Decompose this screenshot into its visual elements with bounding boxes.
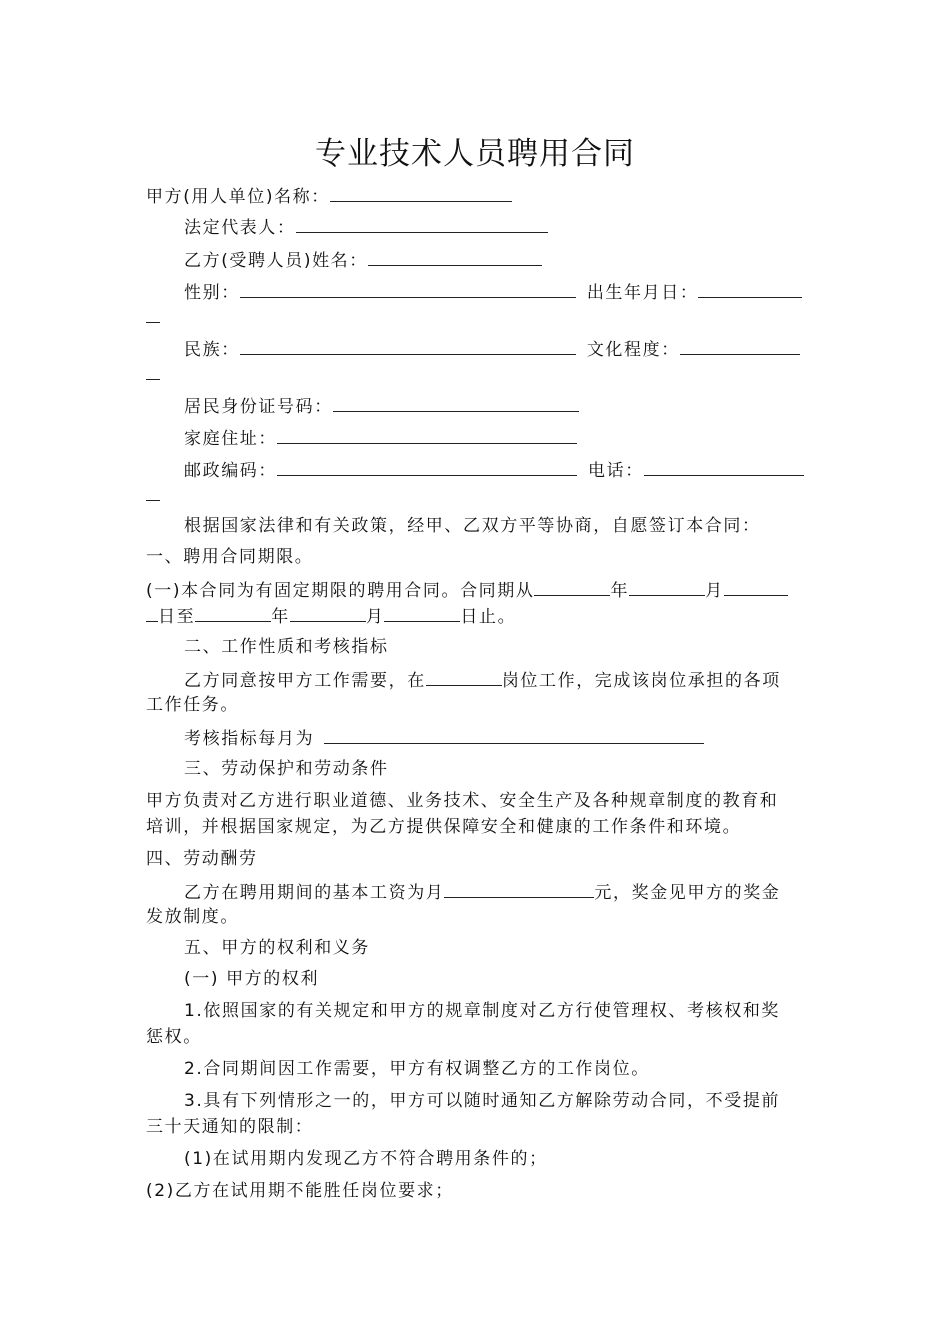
assessment-label: 考核指标每月为	[184, 729, 315, 749]
sec4-para-line1	[184, 880, 806, 904]
sec5-item2: 2.合同期间因工作需要，甲方有权调整乙方的工作岗位。	[184, 1059, 650, 1079]
ethnicity-line-wrap	[146, 379, 160, 380]
party-a-blank[interactable]	[330, 184, 512, 202]
address-label: 家庭住址：	[184, 429, 277, 449]
sec2-assessment-line	[184, 726, 806, 750]
end-year-blank[interactable]	[195, 604, 271, 622]
party-b-line	[184, 248, 806, 272]
salary-blank[interactable]	[444, 880, 594, 898]
sec3-para-line1: 甲方负责对乙方进行职业道德、业务技术、安全生产及各种规章制度的教育和	[146, 791, 779, 811]
party-a-label: 甲方(用人单位)名称：	[146, 187, 330, 207]
start-month-blank[interactable]	[629, 578, 705, 596]
party-b-label: 乙方(受聘人员)姓名：	[184, 251, 368, 271]
sec1-text-g: 日止。	[460, 607, 517, 627]
sec3-heading: 三、劳动保护和劳动条件	[184, 759, 389, 779]
legal-rep-label: 法定代表人：	[184, 218, 296, 238]
sec5-item1-line1: 1.依照国家的有关规定和甲方的规章制度对乙方行使管理权、考核权和奖	[184, 1001, 781, 1021]
sec1-text-b: 年	[610, 581, 630, 601]
sec1-para-line2	[146, 604, 806, 628]
sec5-sub1: (一) 甲方的权利	[184, 969, 320, 989]
sec1-text-d: 日至	[158, 607, 196, 627]
intro-paragraph: 根据国家法律和有关政策，经甲、乙双方平等协商，自愿签订本合同：	[184, 516, 761, 536]
postal-label: 邮政编码：	[184, 461, 277, 481]
sec2-para-line2: 工作任务。	[146, 695, 239, 715]
sec5-item3-line1: 3.具有下列情形之一的，甲方可以随时通知乙方解除劳动合同，不受提前	[184, 1091, 781, 1111]
sec4-text-a: 乙方在聘用期间的基本工资为月	[184, 883, 445, 903]
education-blank[interactable]	[680, 337, 800, 355]
sec4-text-b: 元，奖金见甲方的奖金	[594, 883, 781, 903]
sec2-text-a: 乙方同意按甲方工作需要，在	[184, 671, 426, 691]
page-title: 专业技术人员聘用合同	[315, 136, 635, 172]
address-blank[interactable]	[277, 426, 577, 444]
sec1-text-c: 月	[705, 581, 724, 601]
id-number-blank[interactable]	[333, 394, 579, 412]
birth-label: 出生年月日：	[586, 283, 699, 303]
party-a-line	[146, 184, 806, 208]
sec2-text-b: 岗位工作，完成该岗位承担的各项	[501, 671, 781, 691]
sec5-case1: (1)在试用期内发现乙方不符合聘用条件的；	[184, 1149, 548, 1169]
legal-rep-line	[184, 215, 806, 239]
sec5-case2: (2)乙方在试用期不能胜任岗位要求；	[146, 1181, 454, 1201]
sec5-item1-line2: 惩权。	[146, 1027, 202, 1047]
end-month-blank[interactable]	[290, 604, 366, 622]
postal-blank[interactable]	[277, 458, 577, 476]
sec5-heading: 五、甲方的权利和义务	[184, 938, 370, 958]
sec1-heading: 一、聘用合同期限。	[146, 547, 314, 567]
postal-line-wrap	[146, 500, 160, 501]
sec4-para-line2: 发放制度。	[146, 907, 239, 927]
ethnicity-blank[interactable]	[240, 337, 576, 355]
id-number-line	[184, 394, 806, 418]
phone-blank[interactable]	[644, 458, 804, 476]
legal-rep-blank[interactable]	[296, 215, 548, 233]
phone-label: 电话：	[588, 461, 644, 481]
id-number-label: 居民身份证号码：	[184, 397, 333, 417]
gender-line	[184, 280, 806, 304]
position-blank[interactable]	[426, 668, 502, 686]
gender-blank[interactable]	[240, 280, 576, 298]
gender-line-wrap	[146, 322, 160, 323]
education-label: 文化程度：	[586, 340, 680, 360]
sec5-item3-line2: 三十天通知的限制：	[146, 1117, 314, 1137]
end-day-blank[interactable]	[384, 604, 460, 622]
birth-blank[interactable]	[698, 280, 802, 298]
sec2-para-line1	[184, 668, 806, 692]
ethnicity-line	[184, 337, 806, 361]
sec1-text-f: 月	[365, 607, 385, 627]
postal-line	[184, 458, 806, 482]
gender-label: 性别：	[184, 283, 240, 303]
assessment-blank[interactable]	[324, 726, 704, 744]
sec4-heading: 四、劳动酬劳	[146, 849, 258, 869]
sec2-heading: 二、工作性质和考核指标	[184, 637, 389, 657]
party-b-blank[interactable]	[368, 248, 542, 266]
start-day-blank-wrap[interactable]	[146, 604, 158, 622]
sec1-text-e: 年	[271, 607, 290, 627]
start-day-blank[interactable]	[724, 578, 788, 596]
sec1-para-line1	[146, 578, 806, 602]
ethnicity-label: 民族：	[184, 340, 240, 360]
start-year-blank[interactable]	[534, 578, 610, 596]
sec3-para-line2: 培训，并根据国家规定，为乙方提供保障安全和健康的工作条件和环境。	[146, 817, 742, 837]
sec1-text-a: (一)本合同为有固定期限的聘用合同。合同期从	[146, 581, 535, 601]
address-line	[184, 426, 806, 450]
